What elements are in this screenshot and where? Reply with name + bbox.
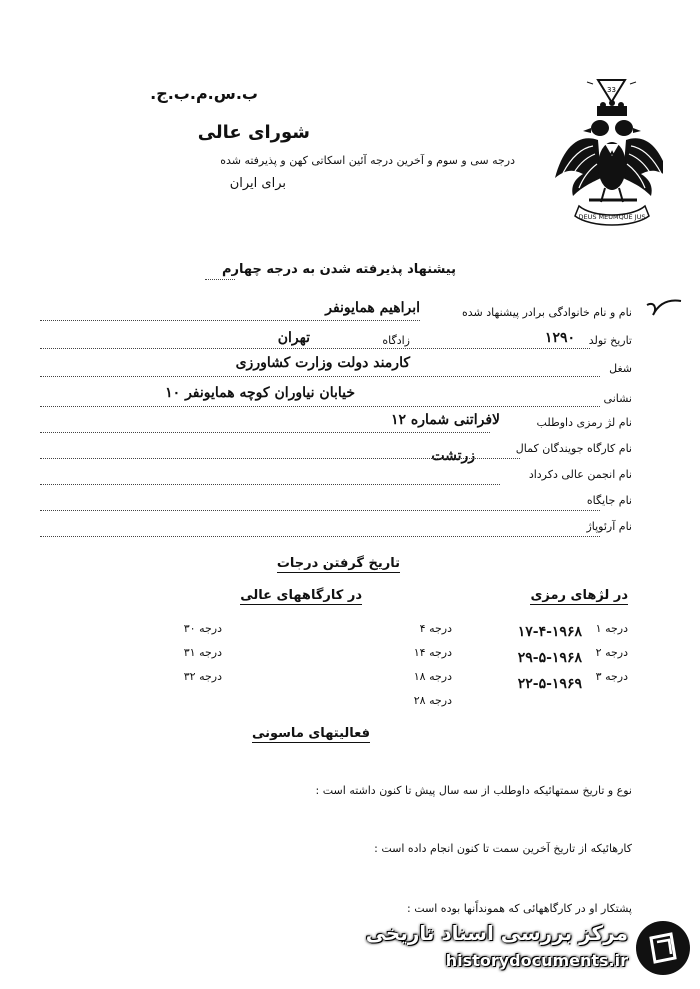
field-name-label: نام و نام خانوادگی برادر پیشنهاد شده bbox=[462, 306, 632, 319]
symbolic-degree-2-date: ۲۹-۵-۱۹۶۸ bbox=[517, 650, 582, 666]
field-perfection-lodge-label: نام کارگاه جویندگان کمال bbox=[515, 442, 632, 455]
svg-text:▲: ▲ bbox=[609, 149, 615, 156]
field-job-label: شغل bbox=[609, 362, 632, 375]
watermark-logo-icon bbox=[636, 921, 690, 975]
proposal-title: پیشنهاد پذیرفته شدن به درجه چهارم bbox=[222, 262, 456, 277]
svg-text:33: 33 bbox=[607, 86, 616, 94]
field-areopagus-line bbox=[40, 536, 600, 537]
field-chapter-label: نام جایگاه bbox=[586, 494, 632, 507]
field-perfection-lodge-line bbox=[40, 458, 520, 459]
field-address-line bbox=[40, 406, 600, 407]
watermark-url: historydocuments.ir bbox=[445, 951, 628, 970]
check-mark-icon bbox=[645, 297, 683, 327]
field-lodge-label: نام لژ رمزی داوطلب bbox=[536, 416, 632, 429]
symbolic-lodges-heading: در لژهای رمزی bbox=[530, 588, 628, 603]
title-dotted-line bbox=[205, 279, 235, 280]
activities-heading: فعالیتهای ماسونی bbox=[251, 726, 370, 741]
higher-workshops-heading: در کارگاههای عالی bbox=[240, 588, 362, 603]
higher-degree-31-label: درجه ۳۱ bbox=[183, 646, 222, 659]
council-title: شورای عالی bbox=[197, 122, 310, 143]
field-chapter-line bbox=[40, 510, 600, 511]
symbolic-degree-1-label: درجه ۱ bbox=[595, 622, 628, 635]
activities-question-2: کارهائیکه از تاریخ آخرین سمت تا کنون انجام داده است : bbox=[374, 842, 632, 855]
symbolic-degree-3-date: ۲۲-۵-۱۹۶۹ bbox=[517, 676, 582, 692]
activities-question-1: نوع و تاریخ سمتهائیکه داوطلب از سه سال پیش تا کنون داشته است : bbox=[315, 784, 632, 797]
field-birth-line bbox=[40, 348, 590, 349]
document-code: ب.س.م.ب.ج. bbox=[150, 84, 258, 103]
symbolic-degree-1-date: ۱۷-۴-۱۹۶۸ bbox=[517, 624, 582, 640]
council-subtitle: درجه سی و سوم و آخرین درجه آئین اسکاتی کهن و پذیرفته شده bbox=[220, 154, 515, 167]
higher-degree-4-label: درجه ۴ bbox=[419, 622, 452, 635]
field-birth-place-label: زادگاه bbox=[382, 334, 410, 347]
symbolic-degree-2-label: درجه ۲ bbox=[595, 646, 628, 659]
for-iran-label: برای ایران bbox=[229, 176, 286, 191]
field-lodge-value: لافراتنی شماره ۱۲ bbox=[390, 412, 500, 428]
field-birth-date-value: ۱۲۹۰ bbox=[544, 330, 575, 346]
activities-question-3: پشتکار او در کارگاههائی که همونداًنها بوده است : bbox=[407, 902, 632, 915]
higher-degree-14-label: درجه ۱۴ bbox=[413, 646, 452, 659]
degrees-title: تاریخ گرفتن درجات bbox=[276, 556, 400, 571]
field-address-value: خیابان نیاوران کوچه همایونفر ۱۰ bbox=[165, 385, 355, 401]
field-name-line bbox=[40, 320, 420, 321]
field-high-council-label: نام انجمن عالی دکرداد bbox=[528, 468, 632, 481]
higher-degree-30-label: درجه ۳۰ bbox=[183, 622, 222, 635]
watermark-title: مرکز بررسی اسناد تاریخی bbox=[365, 921, 628, 945]
higher-degree-18-label: درجه ۱۸ bbox=[413, 670, 452, 683]
field-name-value: ابراهیم همایونفر bbox=[325, 300, 420, 316]
emblem-motto-text: DEUS MEUMQUE JUS bbox=[578, 213, 646, 221]
field-address-label: نشانی bbox=[603, 392, 632, 405]
higher-degree-32-label: درجه ۳۲ bbox=[183, 670, 222, 683]
higher-degree-28-label: درجه ۲۸ bbox=[413, 694, 452, 707]
field-birth-date-label: تاریخ تولد bbox=[588, 334, 632, 347]
symbolic-degree-3-label: درجه ۳ bbox=[595, 670, 628, 683]
field-perfection-lodge-value: زرتشت bbox=[431, 448, 475, 464]
field-lodge-line bbox=[40, 432, 490, 433]
field-high-council-line bbox=[40, 484, 500, 485]
field-job-line bbox=[40, 376, 600, 377]
field-areopagus-label: نام آرئوپاژ bbox=[586, 520, 632, 533]
double-headed-eagle-emblem bbox=[553, 78, 663, 233]
watermark bbox=[365, 919, 690, 979]
field-birth-place-value: تهران bbox=[277, 330, 310, 346]
field-job-value: کارمند دولت وزارت کشاورزی bbox=[235, 355, 410, 371]
